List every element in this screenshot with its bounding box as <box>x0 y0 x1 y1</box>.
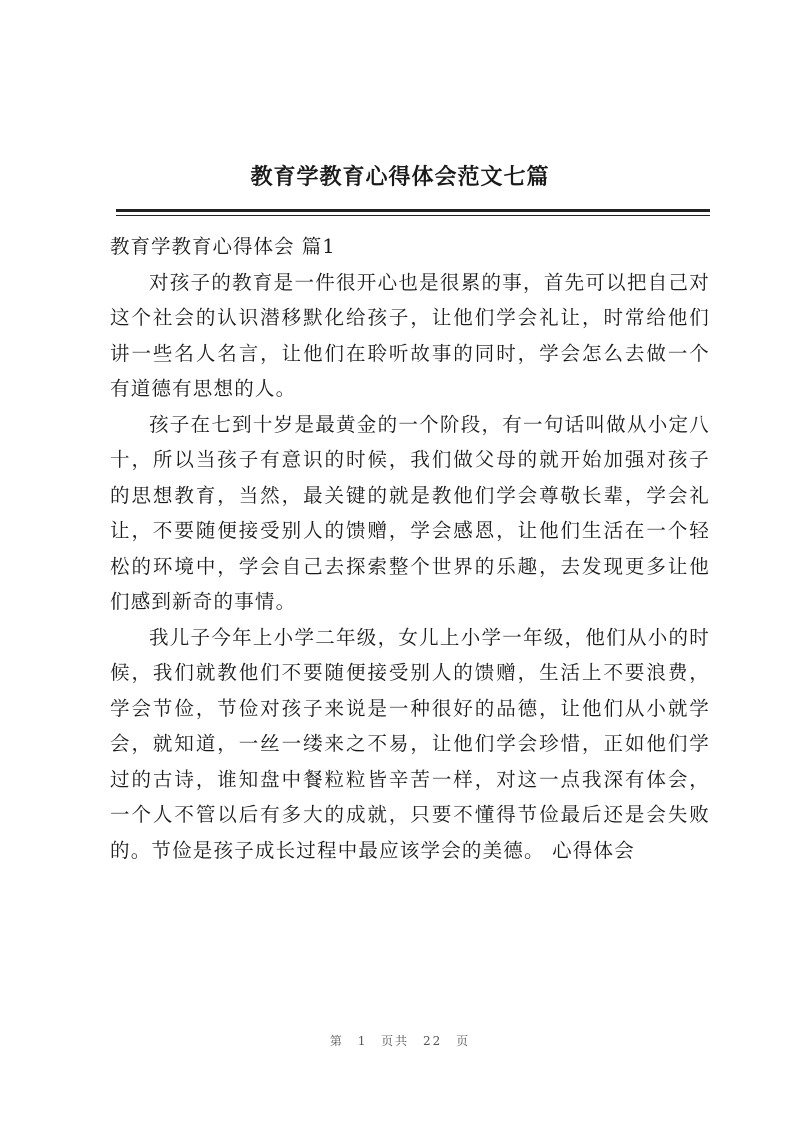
section-heading: 教育学教育心得体会 篇1 <box>110 235 336 258</box>
paragraph-1: 对孩子的教育是一件很开心也是很累的事，首先可以把自己对这个社会的认识潜移默化给孩子，让他们学会礼让，时常给他们讲一些名人名言，让他们在聆听故事的同时，学会怎么去做一个有道德有思想的人。 <box>110 270 710 400</box>
document-body <box>110 229 710 868</box>
page-number-footer: 第 1 页共 22 页 <box>329 1034 471 1048</box>
title-divider <box>116 209 710 212</box>
paragraph-3: 我儿子今年上小学二年级，女儿上小学一年级，他们从小的时候，我们就教他们不要随便接受别人的馈赠，生活上不要浪费，学会节俭，节俭对孩子来说是一种很好的品德，让他们从小就学会，就知道，一丝一缕来之不易，让他们学会珍惜，正如他们学过的古诗，谁知盘中餐粒粒皆辛苦一样，对这一点我深有体会，一个人不管以后有多大的成就，只要不懂得节俭最后还是会失败的。节俭是孩子成长过程中最应该学会的美德。 心得体会 <box>110 625 710 862</box>
paragraph-2: 孩子在七到十岁是最黄金的一个阶段，有一句话叫做从小定八十，所以当孩子有意识的时候，我们做父母的就开始加强对孩子的思想教育，当然，最关键的就是教他们学会尊敬长辈，学会礼让，不要随便接受别人的馈赠，学会感恩，让他们生活在一个轻松的环境中，学会自己去探索整个世界的乐趣，去发现更多让他们感到新奇的事情。 <box>110 412 710 613</box>
page-title: 教育学教育心得体会范文七篇 <box>250 164 550 190</box>
title-divider-thin <box>116 215 710 216</box>
